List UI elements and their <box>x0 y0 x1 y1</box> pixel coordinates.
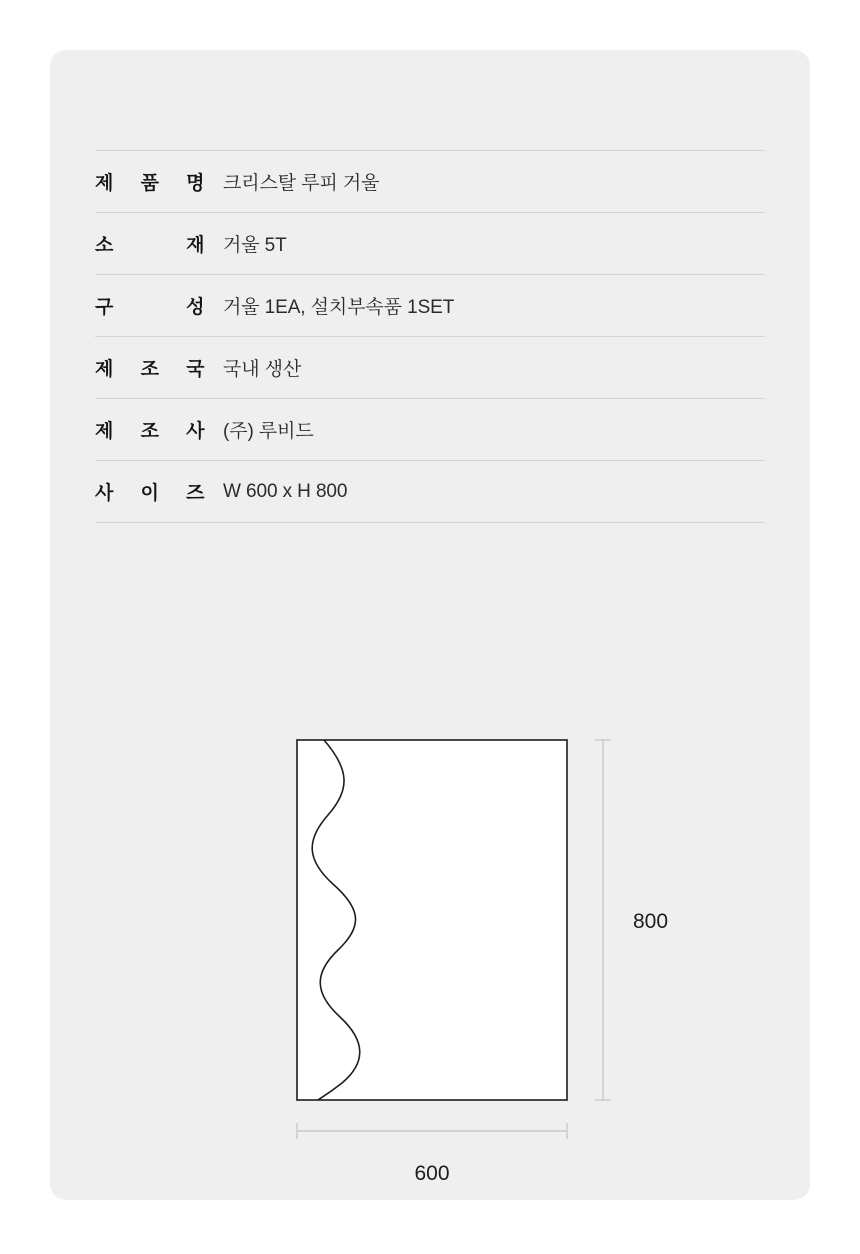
label-char: 재 <box>186 235 205 256</box>
spec-label-material <box>95 230 205 257</box>
label-char: 조 <box>140 421 160 442</box>
label-char: 제 <box>95 173 114 194</box>
label-char: 제 <box>95 421 114 442</box>
label-char: 성 <box>186 297 205 318</box>
spec-label-manufacturer <box>95 416 205 443</box>
mirror-outline <box>297 740 567 1100</box>
spec-value-country: 국내 생산 <box>223 359 302 380</box>
spec-label-country <box>95 354 205 381</box>
table-row <box>95 150 765 213</box>
spec-value-manufacturer: (주) 루비드 <box>223 421 314 442</box>
table-row <box>95 337 765 399</box>
spec-value-size: W 600 x H 800 <box>223 480 348 502</box>
label-char: 명 <box>186 173 205 194</box>
spec-value-composition: 거울 1EA, 설치부속품 1SET <box>223 297 455 318</box>
product-dimension-drawing <box>50 635 810 1195</box>
label-char: 이 <box>140 483 160 504</box>
table-row <box>95 399 765 461</box>
label-char: 조 <box>140 359 160 380</box>
spec-card <box>50 50 810 1200</box>
spec-label-composition <box>95 292 205 319</box>
label-char: 구 <box>95 297 114 318</box>
height-dimension-label: 800 <box>633 910 669 933</box>
spec-label-size <box>95 478 205 505</box>
label-char: 사 <box>186 421 205 442</box>
label-char: 즈 <box>186 483 205 504</box>
spec-label-product-name <box>95 168 205 195</box>
table-row <box>95 461 765 523</box>
spec-value-material: 거울 5T <box>223 235 287 256</box>
label-char: 소 <box>95 235 114 256</box>
spec-value-product-name: 크리스탈 루피 거울 <box>223 173 380 194</box>
spec-table <box>95 150 765 523</box>
label-char: 사 <box>95 483 114 504</box>
table-row <box>95 213 765 275</box>
table-row <box>95 275 765 337</box>
label-char: 품 <box>140 173 160 194</box>
width-dimension-label: 600 <box>414 1162 450 1185</box>
label-char: 국 <box>186 359 205 380</box>
label-char: 제 <box>95 359 114 380</box>
